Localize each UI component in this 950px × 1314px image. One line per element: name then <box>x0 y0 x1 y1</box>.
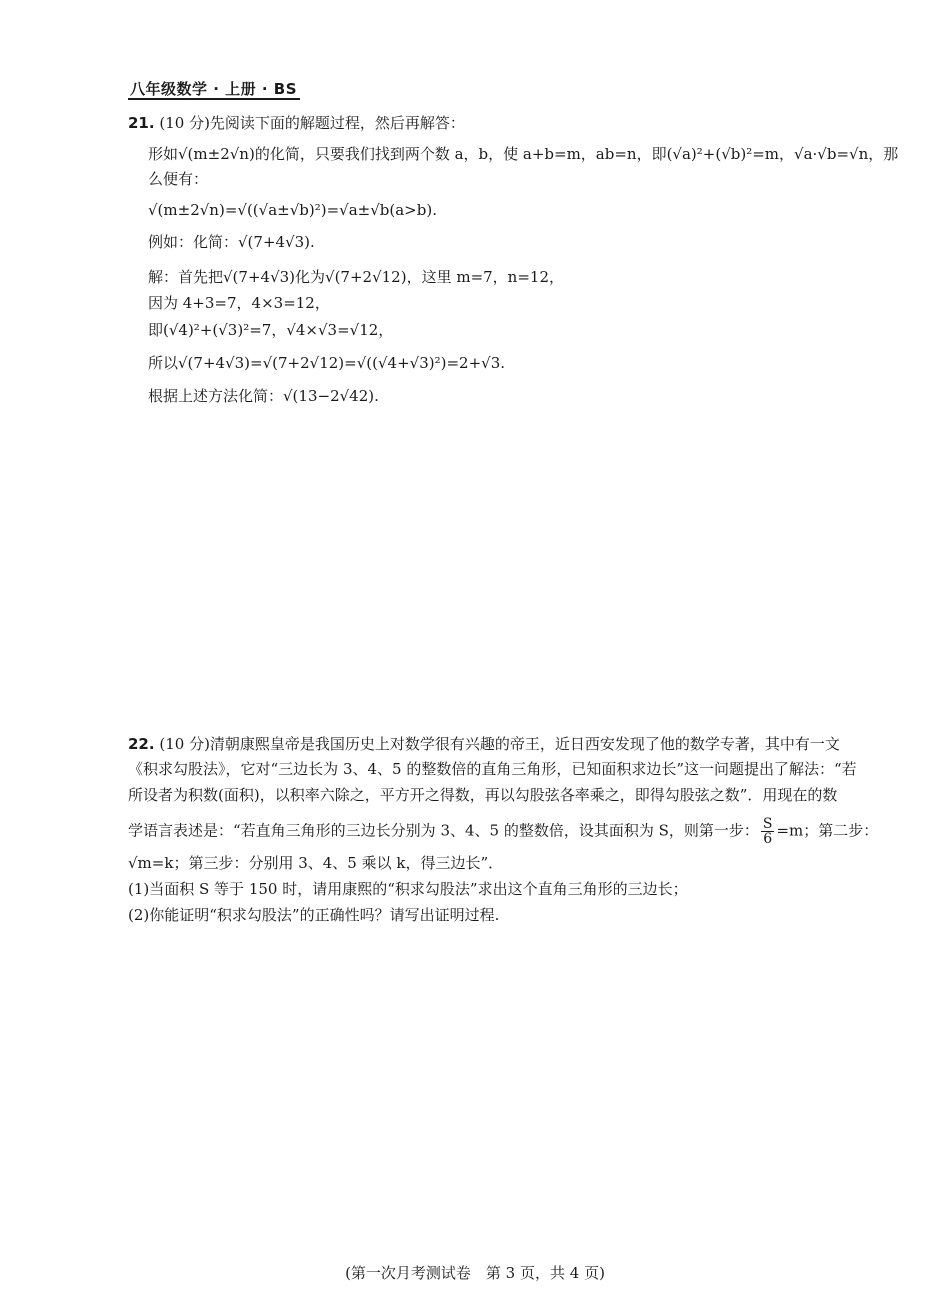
q21-line-2: 么便有： <box>148 170 209 188</box>
fraction-numerator: S <box>762 816 773 832</box>
q22-number: 22. <box>128 735 155 753</box>
q22-line-2: 《积求勾股法》，它对“三边长为 3、4、5 的整数倍的直角三角形，已知面积求边长”这一问题提出了解法：“若 <box>128 760 857 778</box>
q21-line-6: 因为 4+3=7，4×3=12， <box>148 294 330 312</box>
q21-line-4: 例如：化简：√(7+4√3). <box>148 233 315 251</box>
q22-text-4b: =m；第二步： <box>776 821 879 840</box>
fraction-denominator: 6 <box>763 831 773 847</box>
q21-line-8: 所以√(7+4√3)=√(7+2√12)=√((√4+√3)²)=2+√3. <box>148 354 506 372</box>
q21-line-5: 解：首先把√(7+4√3)化为√(7+2√12)，这里 m=7，n=12， <box>148 268 565 286</box>
q21-intro-line <box>128 112 465 134</box>
q22-sub-2: (2)你能证明“积求勾股法”的正确性吗？请写出证明过程. <box>128 906 500 924</box>
q21-line-1: 形如√(m±2√n)的化简，只要我们找到两个数 a，b，使 a+b=m，ab=n，即(√a)²+(√b)²=m，√a·√b=√n，那 <box>148 145 899 163</box>
page-header: 八年级数学 · 上册 · BS <box>130 80 298 98</box>
q21-line-7: 即(√4)²+(√3)²=7，√4×√3=√12， <box>148 321 394 339</box>
q22-text-1: (10 分)清朝康熙皇帝是我国历史上对数学很有兴趣的帝王，近日西安发现了他的数学专著，其中有一文 <box>159 735 840 753</box>
q21-line-3: √(m±2√n)=√((√a±√b)²)=√a±√b(a>b). <box>148 201 437 219</box>
q21-line-9: 根据上述方法化简：√(13−2√42). <box>148 387 379 405</box>
q22-text-4a: 学语言表述是：“若直角三角形的三边长分别为 3、4、5 的整数倍，设其面积为 S，则第一步： <box>128 821 759 840</box>
page-footer: (第一次月考测试卷 第 3 页，共 4 页) <box>345 1264 605 1282</box>
q21-intro: (10 分)先阅读下面的解题过程，然后再解答： <box>159 114 465 132</box>
q22-line-3: 所设者为积数(面积)，以积率六除之，平方开之得数，再以勾股弦各率乘之，即得勾股弦之数”．用现在的数 <box>128 786 838 804</box>
q21-number: 21. <box>128 114 155 132</box>
q22-line-4 <box>128 817 878 846</box>
q22-sub-1: (1)当面积 S 等于 150 时，请用康熙的“积求勾股法”求出这个直角三角形的三边长； <box>128 880 688 898</box>
header-rule <box>128 98 300 100</box>
fraction-s-over-6 <box>761 817 775 846</box>
q22-line-5: √m=k；第三步：分别用 3、4、5 乘以 k，得三边长”． <box>128 854 504 872</box>
q22-line-1 <box>128 733 840 755</box>
